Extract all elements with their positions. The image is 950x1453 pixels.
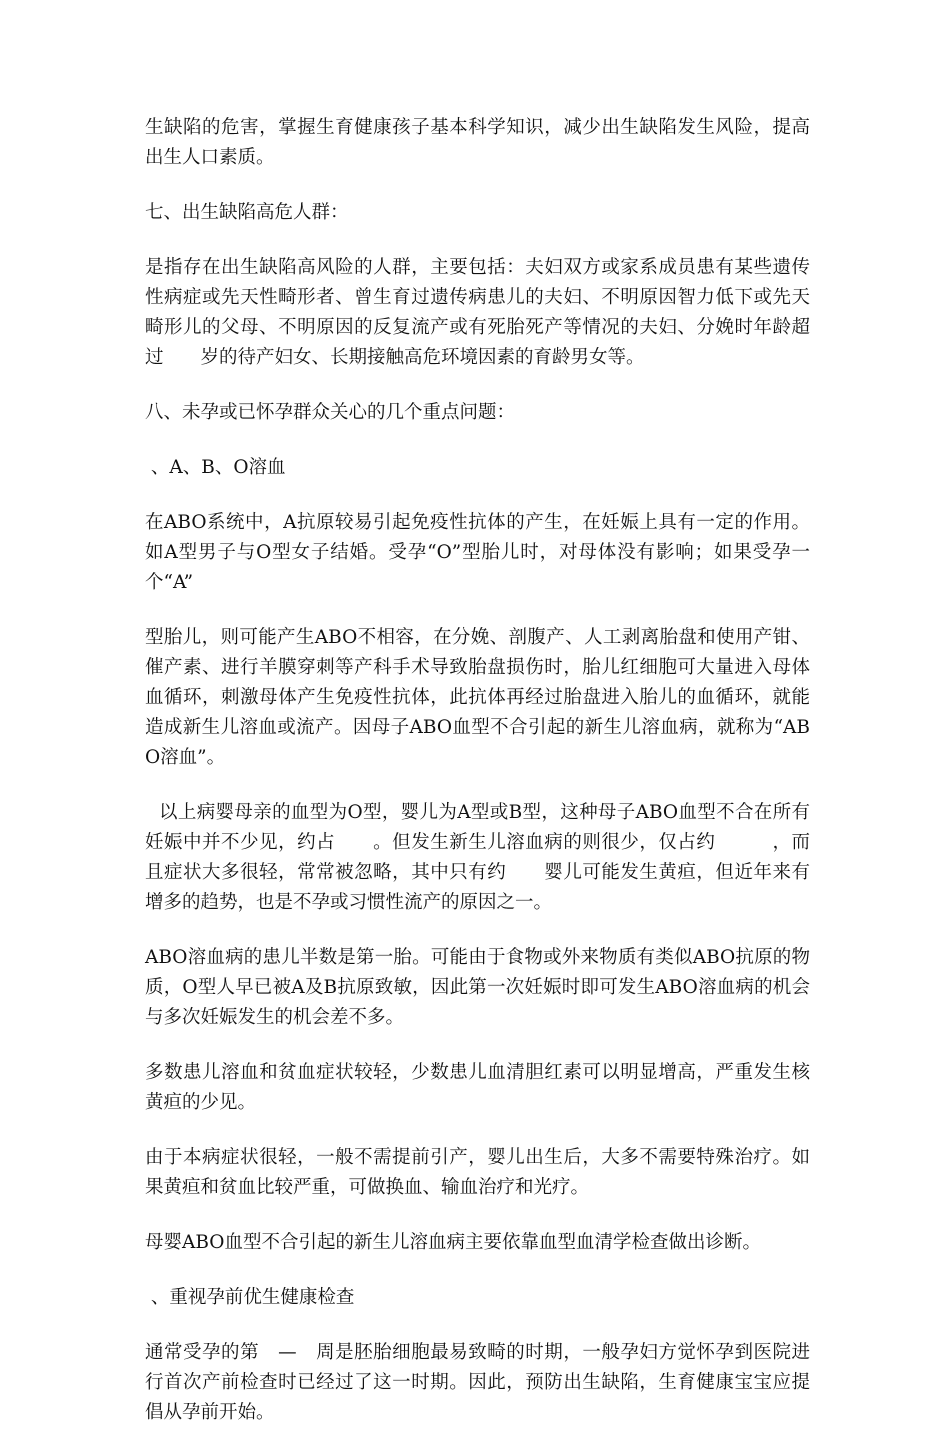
paragraph-high-risk-definition: 是指存在出生缺陷高风险的人群，主要包括：夫妇双方或家系成员患有某些遗传性病症或先天性畸形者、曾生育过遗传病患儿的夫妇、不明原因智力低下或先天畸形儿的父母、不明原因的反复流产或有死胎死产等情况的夫妇、分娩时年龄超过 岁的待产妇女、长期接触高危环境因素的育龄男女等。 [145,257,810,368]
subheading-abo-hemolysis: 、A、B、O溶血 [145,457,286,478]
paragraph-maternal-blood-type: 以上病婴母亲的血型为O型，婴儿为A型或B型，这种母子ABO血型不合在所有妊娠中并不少见，约占 。但发生新生儿溶血病的则很少，仅占约 ，而且症状大多很轻，常常被忽略，其中只有约 婴儿可能发生黄疸，但近年来有增多的趋势，也是不孕或习惯性流产的原因之一。 [145,802,810,913]
section-heading-key-questions: 八、未孕或已怀孕群众关心的几个重点问题： [145,402,516,423]
paragraph-treatment: 由于本病症状很轻，一般不需提前引产，婴儿出生后，大多不需要特殊治疗。如果黄疸和贫血比较严重，可做换血、输血治疗和光疗。 [145,1147,810,1198]
paragraph-preconception: 通常受孕的第 — 周是胚胎细胞最易致畸的时期，一般孕妇方觉怀孕到医院进行首次产前检查时已经过了这一时期。因此，预防出生缺陷，生育健康宝宝应提倡从孕前开始。 [145,1342,810,1423]
paragraph-abo-incompatibility: 型胎儿，则可能产生ABO不相容，在分娩、剖腹产、人工剥离胎盘和使用产钳、催产素、进行羊膜穿刺等产科手术导致胎盘损伤时，胎儿红细胞可大量进入母体血循环，刺激母体产生免疫性抗体，此抗体再经过胎盘进入胎儿的血循环，就能造成新生儿溶血或流产。因母子ABO血型不合引起的新生儿溶血病，就称为“ABO溶血”。 [145,627,810,768]
subheading-preconception-checkup: 、重视孕前优生健康检查 [145,1287,355,1308]
section-heading-high-risk-groups: 七、出生缺陷高危人群： [145,202,349,223]
paragraph-first-pregnancy: ABO溶血病的患儿半数是第一胎。可能由于食物或外来物质有类似ABO抗原的物质，O型人早已被A及B抗原致敏，因此第一次妊娠时即可发生ABO溶血病的机会与多次妊娠发生的机会差不多。 [145,947,810,1028]
paragraph-intro-continuation: 生缺陷的危害，掌握生育健康孩子基本科学知识，减少出生缺陷发生风险，提高出生人口素质。 [145,117,810,168]
paragraph-abo-system: 在ABO系统中，A抗原较易引起免疫性抗体的产生，在妊娠上具有一定的作用。如A型男子与O型女子结婚。受孕“O”型胎儿时，对母体没有影响；如果受孕一个“A” [145,512,810,593]
paragraph-symptoms: 多数患儿溶血和贫血症状较轻，少数患儿血清胆红素可以明显增高，严重发生核黄疸的少见。 [145,1062,810,1113]
document-page [145,113,810,1453]
paragraph-diagnosis: 母婴ABO血型不合引起的新生儿溶血病主要依靠血型血清学检查做出诊断。 [145,1232,761,1253]
